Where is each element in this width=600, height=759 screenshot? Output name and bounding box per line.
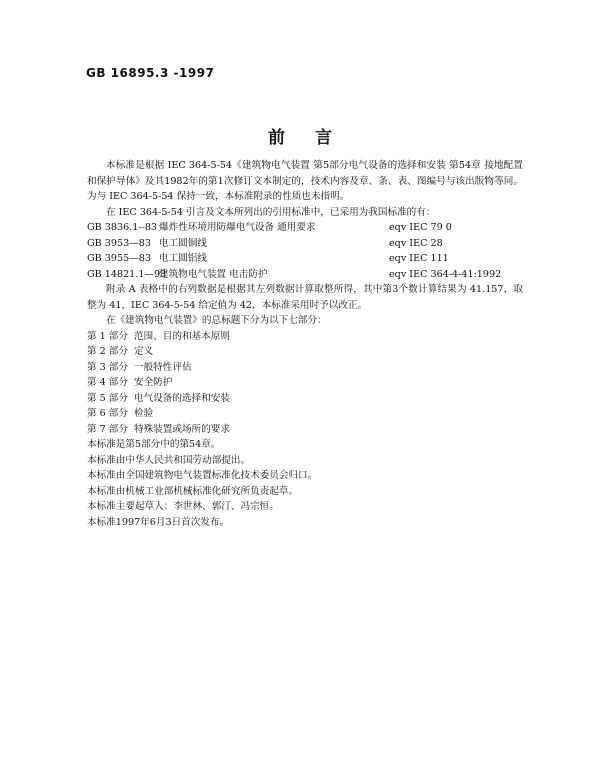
reference-equivalent: eqv IEC 28: [389, 237, 443, 249]
reference-equivalent: eqv IEC 364-4-41:1992: [389, 268, 502, 280]
part-title: 安全防护: [134, 377, 173, 388]
part-label: 第 6 部分: [87, 408, 128, 419]
paragraph-drafter: 本标准由机械工业部机械标准化研究所负责起草。: [87, 485, 299, 497]
paragraph-proposer: 本标准由中华人民共和国劳动部提出。: [87, 454, 251, 466]
page-title: 前言: [268, 128, 362, 148]
paragraph-chapter-note: 本标准是第5部分中的第54章。: [87, 439, 221, 450]
reference-row: [87, 236, 523, 252]
reference-name: 爆炸性环境用防爆电气设备 通用要求: [159, 222, 316, 233]
paragraph-release-date: 本标准1997年6月3日首次发布。: [87, 516, 230, 528]
part-label: 第 4 部分: [87, 377, 128, 388]
paragraph-authors: 本标准主要起草人：李世林、郭汀、冯宗恒。: [87, 501, 279, 512]
reference-list: [87, 220, 523, 282]
part-label: 第 3 部分: [87, 361, 128, 373]
standard-code: GB 16895.3 -1997: [86, 66, 215, 80]
part-label: 第 5 部分: [87, 392, 128, 404]
parts-list: [87, 329, 523, 438]
reference-equivalent: eqv IEC 111: [389, 253, 449, 264]
paragraph-references-intro: 在 IEC 364-5-54 引言及文本所列出的引用标准中，已采用为我国标准的有：: [106, 206, 436, 218]
list-item: [87, 344, 523, 360]
part-label: 第 1 部分: [87, 330, 128, 342]
part-label: 第 2 部分: [87, 346, 128, 357]
reference-equivalent: eqv IEC 79 0: [389, 222, 452, 233]
reference-standard: GB 3955—83: [87, 253, 151, 264]
part-title: 范围、目的和基本原则: [134, 330, 230, 342]
reference-name: 建筑物电气装置 电击防护: [159, 268, 268, 280]
reference-row: [87, 220, 523, 236]
list-item: [87, 422, 523, 438]
part-title: 定义: [134, 346, 154, 357]
reference-row: [87, 251, 523, 267]
paragraph-committee: 本标准由全国建筑物电气装置标准化技术委员会归口。: [87, 470, 318, 481]
list-item: [87, 406, 523, 422]
list-item: [87, 360, 523, 376]
list-item: [87, 329, 523, 345]
part-title: 特殊装置或场所的要求: [134, 423, 230, 435]
list-item: [87, 375, 523, 391]
list-item: [87, 391, 523, 407]
reference-standard: GB 3953—83: [87, 237, 151, 249]
reference-standard: GB 14821.1—93: [87, 268, 167, 280]
part-label: 第 7 部分: [87, 423, 128, 435]
reference-name: 电工圆铝线: [159, 253, 207, 264]
document-body: [87, 158, 523, 530]
reference-name: 电工圆铜线: [159, 237, 207, 249]
paragraph-annex-note: 附录 A 表格中的右列数据是根据其左列数据计算取整所得，其中第3个数计算结果为 41.157，取整为 41，IEC 364-5-54 给定值为 42，本标准采用时予以改正。: [87, 284, 523, 311]
part-title: 一般特性评估: [134, 361, 192, 373]
paragraph-intro: 本标准是根据 IEC 364-5-54《建筑物电气装置 第5部分电气设备的选择和安装 第54章 接地配置和保护导体》及其1982年的第1次修订文本制定的，技术内容及章、条、表、图编号与该出版物等同。为与 IEC 364-5-54 保持一致，本标准附录的性质也未指明。: [87, 160, 523, 202]
paragraph-parts-intro: 在《建筑物电气装置》的总标题下分为以下七部分：: [106, 315, 327, 326]
reference-row: [87, 267, 523, 283]
part-title: 电气设备的选择和安装: [134, 392, 230, 404]
part-title: 检验: [134, 408, 154, 419]
reference-standard: GB 3836.1--83: [87, 222, 158, 233]
